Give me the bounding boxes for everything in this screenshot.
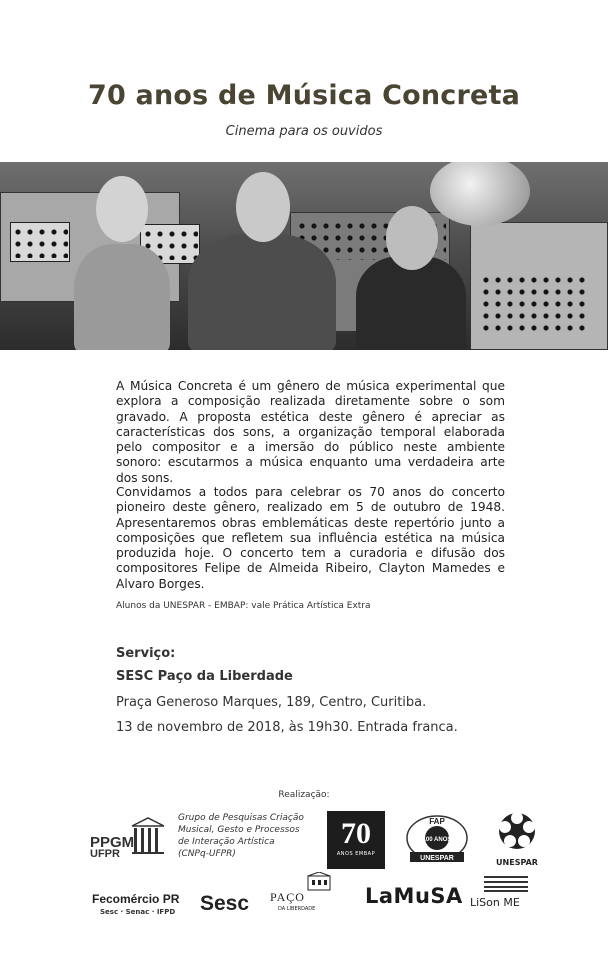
fap-bottom-text: UNESPAR xyxy=(420,855,454,862)
fecomercio-logo xyxy=(92,892,192,916)
building-columns-icon xyxy=(130,816,166,856)
sesc-logo: Sesc xyxy=(200,892,250,915)
unespar-flower-icon xyxy=(497,810,537,852)
fap-mid-text: 100 ANOS xyxy=(422,837,452,843)
embap-70-logo xyxy=(327,811,385,869)
fecomercio-text: Fecomércio PR xyxy=(92,892,180,906)
service-heading: Serviço: xyxy=(116,646,176,661)
sound-bars-icon xyxy=(484,876,528,892)
research-group-text: Grupo de Pesquisas Criação Musical, Gesto e Processos de Interação Artística (CNPq-UFPR) xyxy=(178,813,304,859)
lisonme-logo xyxy=(470,874,540,914)
composers-photo xyxy=(0,162,608,350)
event-datetime: 13 de novembro de 2018, às 19h30. Entrada franca. xyxy=(116,720,458,735)
venue-address: Praça Generoso Marques, 189, Centro, Curitiba. xyxy=(116,695,427,710)
unespar-text: UNESPAR xyxy=(496,858,538,867)
paco-text: PAÇO xyxy=(270,890,305,904)
logo70-number: 70 xyxy=(341,817,371,850)
paco-sub: DA LIBERDADE xyxy=(278,906,316,912)
ppgm-text: PPGM xyxy=(90,834,135,851)
invitation-paragraph: Convidamos a todos para celebrar os 70 anos do concerto pioneiro deste gênero, realizado em 5 de outubro de 1948. Apresentaremos obras emblemáticas deste repertório junto a composições que refletem sua influência estética na música produzida hoje. O concerto tem a curadoria e difusão dos compositores Felipe de Almeida Ribeiro, Clayton Mamedes e Alvaro Borges. xyxy=(116,485,505,591)
realizacao-label: Realização: xyxy=(278,790,330,800)
fecomercio-sub: Sesc · Senac · IFPD xyxy=(100,908,176,916)
lamusa-logo: LaMuSA xyxy=(365,884,463,908)
paco-liberdade-logo xyxy=(268,872,338,918)
ppgm-ufpr-logo xyxy=(90,810,172,866)
lisonme-text: LiSon ME xyxy=(470,896,520,909)
unespar-logo xyxy=(487,810,547,872)
venue-name: SESC Paço da Liberdade xyxy=(116,669,293,684)
logo70-sub: ANOS EMBAP xyxy=(336,851,376,857)
intro-paragraph: A Música Concreta é um gênero de música experimental que explora a composição realizada diretamente sobre o som gravado. A proposta estética deste gênero é apreciar as características dos sons, a organização temporal elaborada pelo compositor e a imersão do público neste ambiente sonoro: escutarmos a música enquanto uma verdadeira arte dos sons. xyxy=(116,379,505,485)
fap-100-anos-logo xyxy=(404,812,470,868)
students-note: Alunos da UNESPAR - EMBAP: vale Prática Artística Extra xyxy=(116,601,371,611)
page-title: 70 anos de Música Concreta xyxy=(87,80,521,111)
page-subtitle: Cinema para os ouvidos xyxy=(225,124,383,139)
fap-top-text: FAP xyxy=(429,817,445,826)
ufpr-text: UFPR xyxy=(90,848,120,860)
building-icon xyxy=(268,872,338,892)
